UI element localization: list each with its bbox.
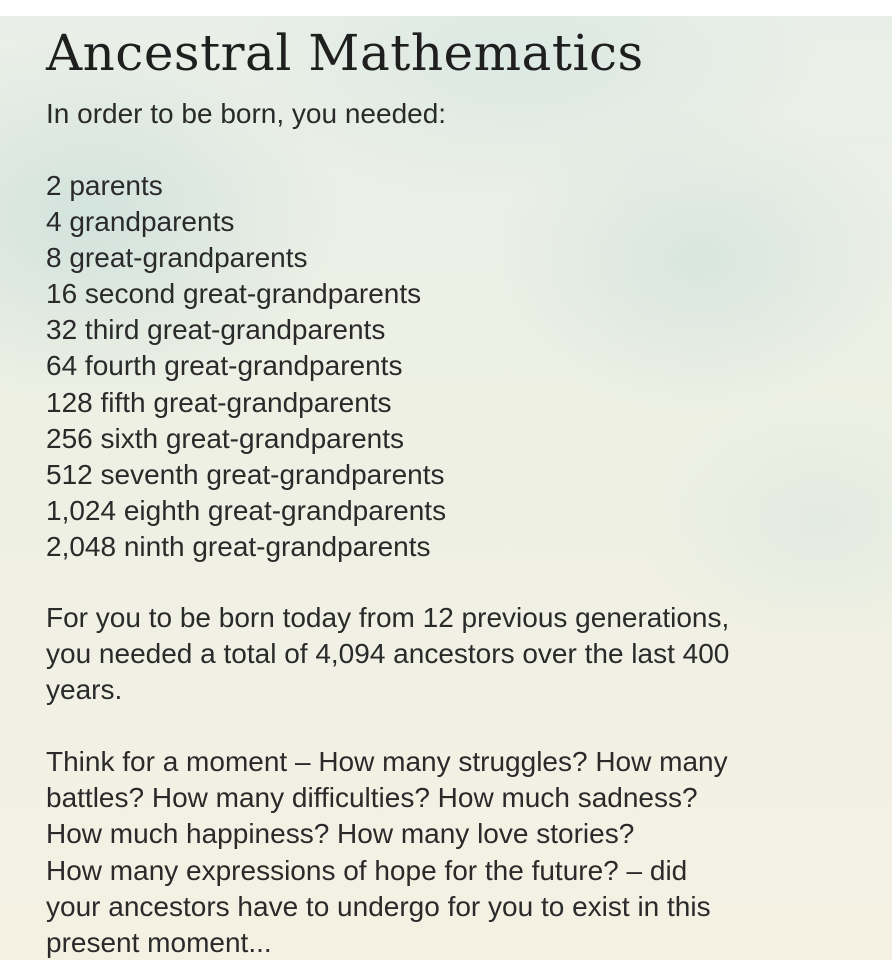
list-item: 4 grandparents	[46, 206, 235, 238]
list-item: 2,048 ninth great-grandparents	[46, 530, 431, 562]
paragraph-line: Think for a moment – How many struggles? How many	[46, 746, 728, 777]
list-item: 128 fifth great-grandparents	[46, 386, 392, 418]
list-item: 32 third great-grandparents	[46, 314, 386, 346]
list-item: 8 great-grandparents	[46, 242, 308, 274]
total-ancestors-paragraph	[46, 600, 866, 709]
paragraph-line: years.	[46, 674, 123, 706]
paragraph-line: battles? How many difficulties? How much sadness?	[46, 782, 698, 814]
reflection-paragraph	[46, 744, 866, 960]
list-item: 64 fourth great-grandparents	[46, 350, 403, 382]
paragraph-line: How much happiness? How many love stories?	[46, 818, 635, 850]
list-item: 256 sixth great-grandparents	[46, 422, 404, 454]
paragraph-line: your ancestors have to undergo for you to exist in this	[46, 890, 711, 922]
list-item: 2 parents	[46, 170, 163, 201]
list-item: 1,024 eighth great-grandparents	[46, 494, 447, 526]
intro-text: In order to be born, you needed:	[46, 98, 447, 129]
paragraph-line: present moment...	[46, 927, 272, 959]
list-item: 512 seventh great-grandparents	[46, 458, 445, 490]
page-title: Ancestral Mathematics	[46, 24, 644, 82]
paragraph-line: For you to be born today from 12 previous generations,	[46, 602, 730, 633]
list-item: 16 second great-grandparents	[46, 278, 422, 310]
paragraph-line: How many expressions of hope for the future? – did	[46, 854, 688, 886]
ancestor-list	[46, 168, 446, 565]
top-border	[0, 0, 892, 16]
paragraph-line: you needed a total of 4,094 ancestors over the last 400	[46, 638, 730, 670]
